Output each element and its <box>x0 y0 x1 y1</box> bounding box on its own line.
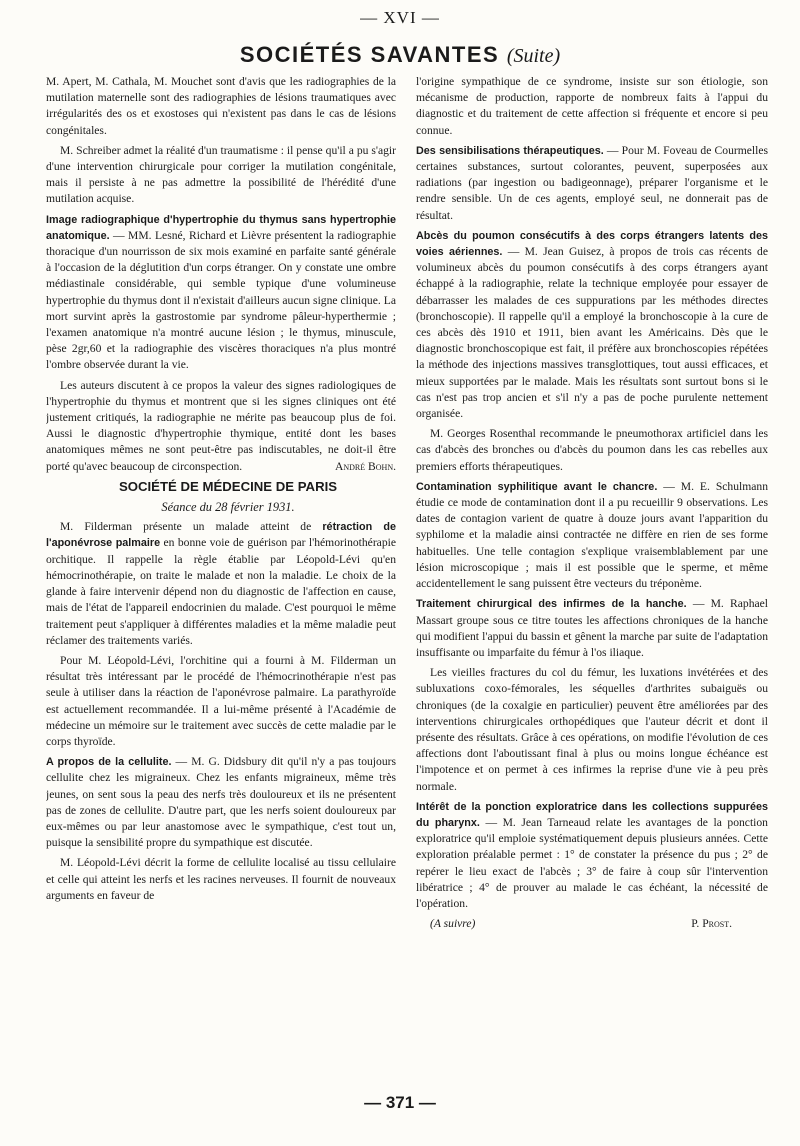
paragraph: Les vieilles fractures du col du fémur, les luxations invétérées et des subluxations coxo-fémorales, les séquelles d'arthrites subaiguës ou chroniques (de la coxalgie en particulier) peuvent être améliorées par des interventions chirurgicales orthopédiques que l'auteur décrit et dont il présente des résultats. Grâce à ces opérations, on modifie l'évolution de ces affections dont l'aboutissant final à plus ou moins longue échéance est l'impotence et on permet à ces infirmes la reprise d'une vie à peu près normale. <box>416 666 768 793</box>
paragraph-heading: rétraction de l'aponévrose palmaire <box>46 521 396 550</box>
paragraph: Pour M. Léopold-Lévi, l'orchitine qui a fourni à M. Filderman un résultat très intéressant par le procédé de l'hémocrinothérapie n'est pas seule à utiliser dans la réaction de l'aponévrose palmaire. La parathyroïde est actuellement recommandée. Il a lui-même présenté à l'Académie de médecine un mémoire sur le traitement avec succès de cette maladie par le corps thyroïde. <box>46 653 396 748</box>
session-date: Séance du 28 février 1931. <box>161 500 295 515</box>
paragraph-heading: Abcès du poumon consécutifs à des corps étrangers latents des voies aériennes. <box>416 229 768 259</box>
continued-note: (A suivre) <box>430 917 476 931</box>
section-title <box>0 42 800 68</box>
left-column <box>46 74 396 1084</box>
paragraph: M. Schreiber admet la réalité d'un traumatisme : il pense qu'il a pu s'agir d'une intervention chirurgicale pour corriger la mutilation congénitale, mais il persiste à ne pas admettre la possibilité de l'hérédité d'une mutilation acquise. <box>46 143 396 206</box>
paragraph <box>416 228 768 422</box>
paragraph-text: — M. Jean Guisez, à propos de trois cas récents de volumineux abcès du poumon consécutifs à des corps étrangers ayant échappé à la radiographie, relate la technique employée pour essayer de débarrasser les malades de ces suppurations par les méthodes directes (bronchoscopie). Il rappelle qu'il a employé la bronchoscopie à la cure de ces abcès dès 1910 et 1911, bien avant les Américains. Dès que le diagnostic bronchoscopique est fait, il préfère aux bronchoscopies répétées la méthode des injections massives transglottiques, tout aussi efficaces, et mieux supportées par le malade. Mais les résultats sont surtout bons si le cas n'est pas trop ancien et s'il n'y a pas de poche purulente nettement organisée. <box>416 245 768 421</box>
section-title-text: SOCIÉTÉS SAVANTES <box>239 42 500 67</box>
paragraph: M. Georges Rosenthal recommande le pneumothorax artificiel dans les cas d'abcès des bronches ou d'abcès du poumon dans les cas rebelles aux premiers efforts thérapeutiques. <box>416 427 768 473</box>
paragraph-text: — M. G. Didsbury dit qu'il n'y a pas toujours cellulite chez les migraineux. Chez les enfants migraineux, même très jeunes, on sent sous la peau des nerfs très douloureux et ils ne présentent pas de zones de cellulite. D'autre part, que les nerfs soient douloureux par eux-mêmes ou par leur anastomose avec le sympathique, c'est tout un, puisque la sensibilité propre du sympathique est discutée. <box>46 755 396 850</box>
society-heading: SOCIÉTÉ DE MÉDECINE DE PARIS <box>118 478 338 494</box>
paragraph: l'origine sympathique de ce syndrome, insiste sur son étiologie, son mécanisme de production, rapporte de nombreux faits à l'appui du diagnostic et du traitement de cette affection si fréquente et encore si peu connue. <box>416 75 768 137</box>
paragraph-text: — M. E. Schulmann étudie ce mode de contamination dont il a pu recueillir 9 observations. Les dates de contagion varient de quatre à douze jours avant l'apparition du syphilome et la maladie ainsi contractée ne diffère en rien de ses forme habituelles. Une telle contagion s'explique vraisemblablement par une lésion microscopique ; mais il est possible que le sperme, et même accidentellement le sang puissent être vecteurs du tréponème. <box>416 479 768 591</box>
paragraph-text: — Pour M. Foveau de Courmelles certaines substances, surtout colorantes, peuvent, superposées aux radiations (par ingestion ou badigeonnage), préparer l'organisme et le rendre sensible. Un de ces agents, employé seul, ne donnerait pas de résultat. <box>416 143 768 222</box>
paragraph-text: Les auteurs discutent à ce propos la valeur des signes radiologiques de l'hypertrophie du thymus et montrent que si les signes cliniques ont été justement critiqués, la radiographie ne mérite pas beaucoup plus de foi. Aussi le diagnostic d'hypertrophie thymique, entité dont les bases anatomiques mêmes ne sont peut-être pas indiscutables, ne doit-il être porté qu'avec beaucoup de circonspection. <box>46 378 396 473</box>
author-signature: P. Prost. <box>691 917 732 931</box>
paragraph-heading: Des sensibilisations thérapeutiques. <box>416 144 604 157</box>
paragraph-text: en bonne voie de guérison par l'hémorinothérapie orchitique. Il rappelle la règle établie par Léopold-Lévi qu'en hémocrinothérapie, on traite le malade et non la maladie. Le choix de la glande à faire intervenir dépend non du diagnostic de l'affection en cause, mais de l'état de l'appareil endocrinien du malade. C'est pourquoi le même traitement peut s'appliquer à différentes maladies et la même maladie peut réclamer des traitements variés. <box>46 536 396 647</box>
paragraph: M. Apert, M. Cathala, M. Mouchet sont d'avis que les radiographies de la mutilation maternelle sont des radiographies de lésions traumatiques avec irrégularités des os et exostoses qui n'existent pas dans le cas de lésions congénitales. <box>46 75 396 137</box>
paragraph <box>416 479 768 592</box>
paragraph-text: M. Filderman présente un malade atteint de <box>60 520 323 534</box>
paragraph <box>416 143 768 224</box>
author-signature: André Bohn. <box>334 459 396 473</box>
paragraph-text: — M. Jean Tarneaud relate les avantages de la ponction exploratrice qu'il emploie systématiquement depuis plusieurs années. Cette exploration préalable permet : 1° de constater la présence du pus ; 2° de repérer le lieu exact de l'abcès ; 3° de faire à coup sûr l'intervention libératrice ; 4° de prouver au malade le cas échéant, la nécessité de l'opération. <box>416 815 768 910</box>
paragraph <box>46 212 396 374</box>
article-footer <box>416 916 768 932</box>
paragraph-heading: Intérêt de la ponction exploratrice dans les collections suppurées du pharynx. <box>416 800 768 829</box>
paragraph <box>416 596 768 661</box>
paragraph-heading: Contamination syphilitique avant le chancre. <box>416 480 658 493</box>
paragraph-text: — M. Raphael Massart groupe sous ce titre toutes les affections chroniques de la hanche qui modifient l'appui du bassin et gênent la marche par suite de l'adaptation insuffisante ou imparfaite du fémur à l'os iliaque. <box>416 597 768 659</box>
paragraph-heading: Image radiographique d'hypertrophie du thymus sans hypertrophie anatomique. <box>46 213 396 242</box>
paragraph-text: — MM. Lesné, Richard et Lièvre présentent la radiographie thoracique d'un nourrisson de six mois examiné en parfaite santé générale à l'occasion de la déglutition d'un corps étranger. On y constate une ombre médiastinale considérable, qui semble typique d'une volumineuse hypertrophie du thymus dont il n'existait d'ailleurs aucun signe clinique. La mort survint après la gastrostomie par syndrome pâleur-hyperthermie ; l'examen anatomique n'a montré aucune lésion ; le thymus, minuscule, pèse 2gr,60 et la radiographie des viscères thoraciques n'a plus montré l'ombre observée durant la vie. <box>46 228 396 372</box>
paragraph-heading: Traitement chirurgical des infirmes de la hanche. <box>416 598 687 611</box>
right-column <box>416 74 768 1084</box>
paragraph-heading: A propos de la cellulite. <box>46 756 172 769</box>
paragraph <box>46 754 396 851</box>
roman-page-number: — XVI — <box>360 8 440 27</box>
page-number: — 371 — <box>364 1093 436 1112</box>
paragraph: M. Léopold-Lévi décrit la forme de cellulite localisé au tissu cellulaire et celle qui atteint les nerfs et les racines nerveuses. Il fournit de nouveaux arguments en faveur de <box>46 856 396 902</box>
paragraph <box>416 799 768 912</box>
section-title-suite: (Suite) <box>506 45 561 67</box>
paragraph <box>46 519 396 649</box>
paragraph <box>46 378 396 475</box>
